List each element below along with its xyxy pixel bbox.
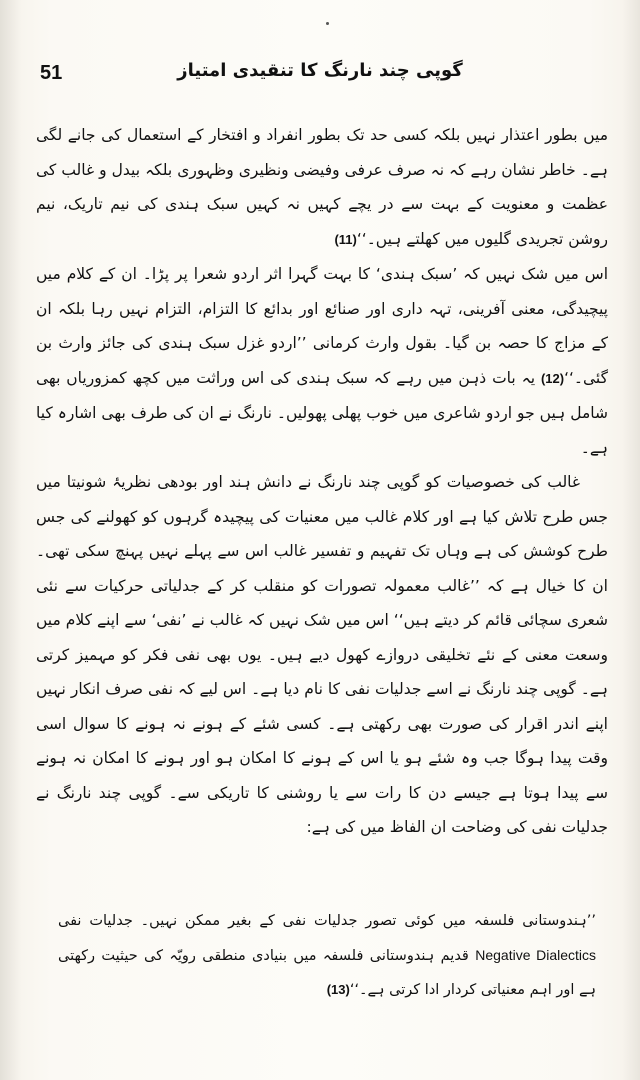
quote-1-text: میں بطور اعتذار نہیں بلکہ کسی حد تک بطور انفراد و افتخار کے استعمال کی جانے لگی ہے۔ خاطر نشان رہے کہ نہ صرف عرفی وفیضی ونظیری وظہوری بلکہ بیدل و غالب کی عظمت و معنویت کے بہت سے در یچے کہیں نہ کہیں سبک ہندی کی نیم تاریک، نیم روشن تجریدی گلیوں میں کھلتے ہیں۔‘‘ xyxy=(36,126,608,248)
quote-1 xyxy=(36,118,608,257)
quote-1-citation: (11) xyxy=(334,231,357,247)
paragraph-1-text-after: یہ بات ذہن میں رہے کہ سبک ہندی کی اس وراثت میں کچھ کمزوریاں بھی شامل ہیں جو اردو شاعری میں خوب پھلی پھولیں۔ نارنگ نے ان کی طرف بھی اشارہ کیا ہے۔ xyxy=(36,368,608,457)
quote-2-citation: (13) xyxy=(326,982,350,997)
page-spine-shadow xyxy=(0,0,22,1080)
quote-2-text-before: ’’ہندوستانی فلسفہ میں کوئی تصور جدلیات نفی کے بغیر ممکن نہیں۔ جدلیات نفی xyxy=(58,913,596,929)
quote-2-text-after: قدیم ہندوستانی فلسفہ میں بنیادی منطقی رویّہ کی حیثیت رکھتی ہے اور اہم معنیاتی کردار ادا کرتی ہے۔‘‘ xyxy=(58,948,596,998)
print-dot-mark xyxy=(326,22,329,25)
quote-2-english-term: Negative Dialectics xyxy=(475,947,596,963)
paragraph-2: غالب کی خصوصیات کو گوپی چند نارنگ نے دانش ہند اور بودھی نظریۂ شونیتا میں جس طرح تلاش کیا ہے اور کلام غالب میں معنیات کی پیچیدہ گرہوں کو کھولنے کی جس طرح کوشش کی ہے وہاں تک تفہیم و تفسیر غالب اس سے پہلے نہیں پہنچ سکی تھی۔ ان کا خیال ہے کہ ’’غالب معمولہ تصورات کو منقلب کر کے جدلیاتی حرکیات سے نئی شعری سچائی قائم کر دیتے ہیں‘‘ اس میں شک نہیں کہ غالب نے ’نفی‘ سے اپنے کلام میں وسعت معنی کے نئے تخلیقی دروازے کھول دیے ہیں۔ یوں بھی نفی فکر کو مہمیز کرتی ہے۔ گوپی چند نارنگ نے اسے جدلیات نفی کا نام دیا ہے۔ اس لیے کہ نفی صرف انکار نہیں اپنے اندر اقرار کی صورت بھی رکھتی ہے۔ کسی شئے کے ہونے نہ ہونے کا سوال اسی وقت پیدا ہوگا جب وہ شئے ہو یا اس کے ہونے کا امکان ہو اور ہونے کا امکان نہ ہونے سے پیدا ہوتا ہے جیسے دن کا رات سے یا روشنی کا تاریکی سے۔ گوپی چند نارنگ نے جدلیات نفی کی وضاحت ان الفاظ میں کی ہے: xyxy=(36,473,608,836)
paragraph-1-text: اس میں شک نہیں کہ ’سبک ہندی‘ کا بہت گہرا اثر اردو شعرا پر پڑا۔ ان کے کلام میں پیچیدگی، معنی آفرینی، تہہ داری اور صنائع اور بدائع کا التزام، التزام نہیں رہا بلکہ ان کے مزاج کا حصہ بن گیا۔ بقول وارث کرمانی ’’اردو غزل سبک ہندی کی جائز وارث بن گئی۔‘‘ xyxy=(36,265,608,387)
page-edge-shadow xyxy=(622,0,640,1080)
paragraph-1-citation: (12) xyxy=(540,370,565,386)
running-title: گوپی چند نارنگ کا تنقیدی امتیاز xyxy=(177,60,463,81)
page-header xyxy=(40,58,600,94)
quote-2 xyxy=(58,904,596,1007)
page-number: 51 xyxy=(40,62,63,84)
body-text xyxy=(36,118,608,845)
paragraph-1 xyxy=(36,257,608,465)
